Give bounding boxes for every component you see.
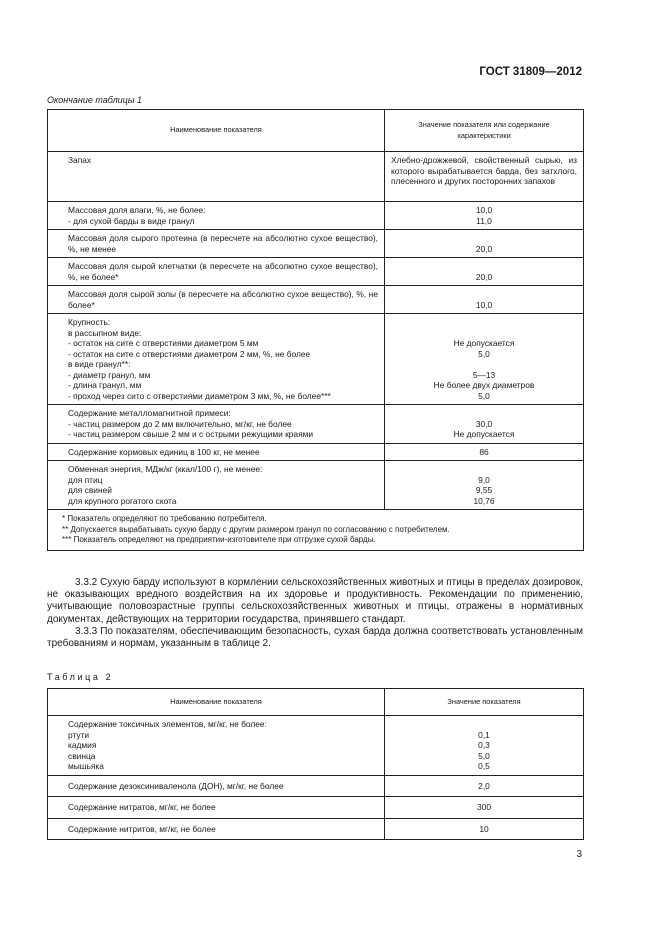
fiber-name: Массовая доля сырой клетчатки (в пересчете на абсолютно сухое вещество), %, не более*	[48, 258, 385, 286]
size-line: в виде гранул**:	[68, 359, 131, 369]
size-value: Не допускается	[453, 338, 515, 348]
energy-line: для крупного рогатого скота	[68, 495, 177, 506]
units-value: 86	[385, 443, 584, 461]
table1	[47, 109, 584, 551]
don-name: Содержание дезоксиниваленола (ДОН), мг/кг, не более	[48, 775, 385, 797]
table-row	[48, 443, 584, 461]
size-value: 5—13	[472, 369, 496, 380]
table2	[47, 688, 584, 840]
smell-value: Хлебно-дрожжевой, свойственный сырью, из которого вырабатывается барда, без затхлого, плесенного и других посторонних запахов	[385, 152, 584, 202]
size-line: Крупность:	[68, 317, 111, 327]
table2-caption: Таблица 2	[47, 672, 114, 682]
energy-value: 9,0	[478, 474, 490, 485]
ash-name: Массовая доля сырой золы (в пересчете на абсолютно сухое вещество), %, не более*	[48, 286, 385, 314]
toxic-line: свинца	[68, 750, 96, 761]
table-row	[48, 797, 584, 819]
footnote: ** Допускается вырабатывать сухую барду с другим размером гранул по согласованию с потребителем.	[62, 524, 450, 534]
toxic-line: Содержание токсичных элементов, мг/кг, не более:	[68, 719, 267, 729]
metal-line: Содержание металломагнитной примеси:	[68, 408, 231, 418]
paragraph-3-3-2: 3.3.2 Сухую барду используют в кормлении сельскохозяйственных животных и птицы в пределах дозировок, не оказывающих вредного воздействия на их здоровье и продуктивность. Рекомендации по применению, учитывающие половозрастные группы сельскохозяйственных животных и птицы, отражены в нормативных документах, действующих на территории государства, принявшего стандарт.	[47, 577, 583, 625]
table2-col1-header: Наименование показателя	[48, 689, 385, 716]
toxic-line: мышьяка	[68, 761, 104, 771]
energy-value: 9,55	[475, 485, 493, 495]
table1-notes	[48, 510, 584, 551]
size-value: 5,0	[478, 348, 490, 359]
size-line: - остаток на сите с отверстиями диаметром 5 мм	[68, 338, 259, 348]
smell-name: Запах	[48, 152, 385, 202]
toxic-value: 5,0	[478, 750, 490, 761]
metal-line: - частиц размером свыше 2 мм и с острыми режущими краями	[68, 429, 314, 439]
toxic-line: кадмия	[68, 740, 97, 750]
table-row	[48, 286, 584, 314]
toxic-value: 0,1	[478, 729, 490, 740]
page-number: 3	[576, 849, 582, 860]
footnote: *** Показатель определяют на предприятии-изготовителе при отгрузке сухой барды.	[62, 535, 376, 545]
toxic-value: 0,3	[478, 740, 490, 750]
table2-col2-header: Значение показателя	[385, 689, 584, 716]
metal-value: Не допускается	[453, 429, 515, 439]
table-row	[48, 775, 584, 797]
don-value: 2,0	[385, 775, 584, 797]
size-line: - остаток на сите с отверстиями диаметром 2 мм, %, не более	[68, 348, 311, 359]
protein-name: Массовая доля сырого протеина (в пересчете на абсолютно сухое вещество), %, не менее	[48, 230, 385, 258]
table-row	[48, 152, 584, 202]
size-line: - диаметр гранул, мм	[68, 369, 151, 380]
nitrite-value: 10	[385, 818, 584, 840]
table-row	[48, 405, 584, 444]
table-row	[48, 230, 584, 258]
metal-line: - частиц размером до 2 мм включительно, мг/кг, не более	[68, 418, 292, 429]
table-row	[48, 258, 584, 286]
size-line: - проход через сито с отверстиями диаметром 3 мм, %, не более***	[68, 390, 331, 401]
moisture-granule-value: 11,0	[476, 215, 492, 226]
size-line: - длина гранул, мм	[68, 380, 142, 390]
standard-number: ГОСТ 31809—2012	[479, 66, 582, 78]
table-row	[48, 716, 584, 776]
moisture-value: 10,0	[475, 205, 493, 215]
energy-value: 10,76	[473, 495, 495, 506]
toxic-line: ртути	[68, 729, 90, 740]
table-row	[48, 202, 584, 230]
energy-line: Обменная энергия, МДж/кг (ккал/100 г), не менее:	[68, 464, 263, 474]
table-row	[48, 314, 584, 405]
table1-caption: Окончание таблицы 1	[47, 95, 142, 105]
footnote: * Показатель определяют по требованию потребителя.	[62, 514, 267, 523]
units-name: Содержание кормовых единиц в 100 кг, не менее	[48, 443, 385, 461]
toxic-value: 0,5	[478, 761, 490, 771]
size-value: Не более двух диаметров	[433, 380, 535, 390]
nitrate-name: Содержание нитратов, мг/кг, не более	[48, 797, 385, 819]
paragraph-3-3-3: 3.3.3 По показателям, обеспечивающим безопасность, сухая барда должна соответствовать установленным требованиям и нормам, указанным в таблице 2.	[47, 625, 583, 650]
table-row	[48, 461, 584, 510]
moisture-name: Массовая доля влаги, %, не более:	[68, 205, 206, 215]
table1-col1-header: Наименование показателя	[48, 110, 385, 152]
body-text	[47, 577, 583, 650]
nitrite-name: Содержание нитритов, мг/кг, не более	[48, 818, 385, 840]
moisture-sub: - для сухой барды в виде гранул	[68, 215, 195, 226]
size-line: в рассыпном виде:	[68, 327, 142, 338]
energy-line: для птиц	[68, 474, 103, 485]
energy-line: для свиней	[68, 485, 112, 495]
fiber-value: 20,0	[385, 258, 584, 286]
table-row	[48, 818, 584, 840]
table1-col2-header: Значение показателя или содержание характеристики	[385, 110, 584, 152]
metal-value: 30,0	[475, 418, 493, 429]
size-value: 5,0	[478, 390, 490, 401]
ash-value: 10,0	[385, 286, 584, 314]
protein-value: 20,0	[385, 230, 584, 258]
nitrate-value: 300	[385, 797, 584, 819]
